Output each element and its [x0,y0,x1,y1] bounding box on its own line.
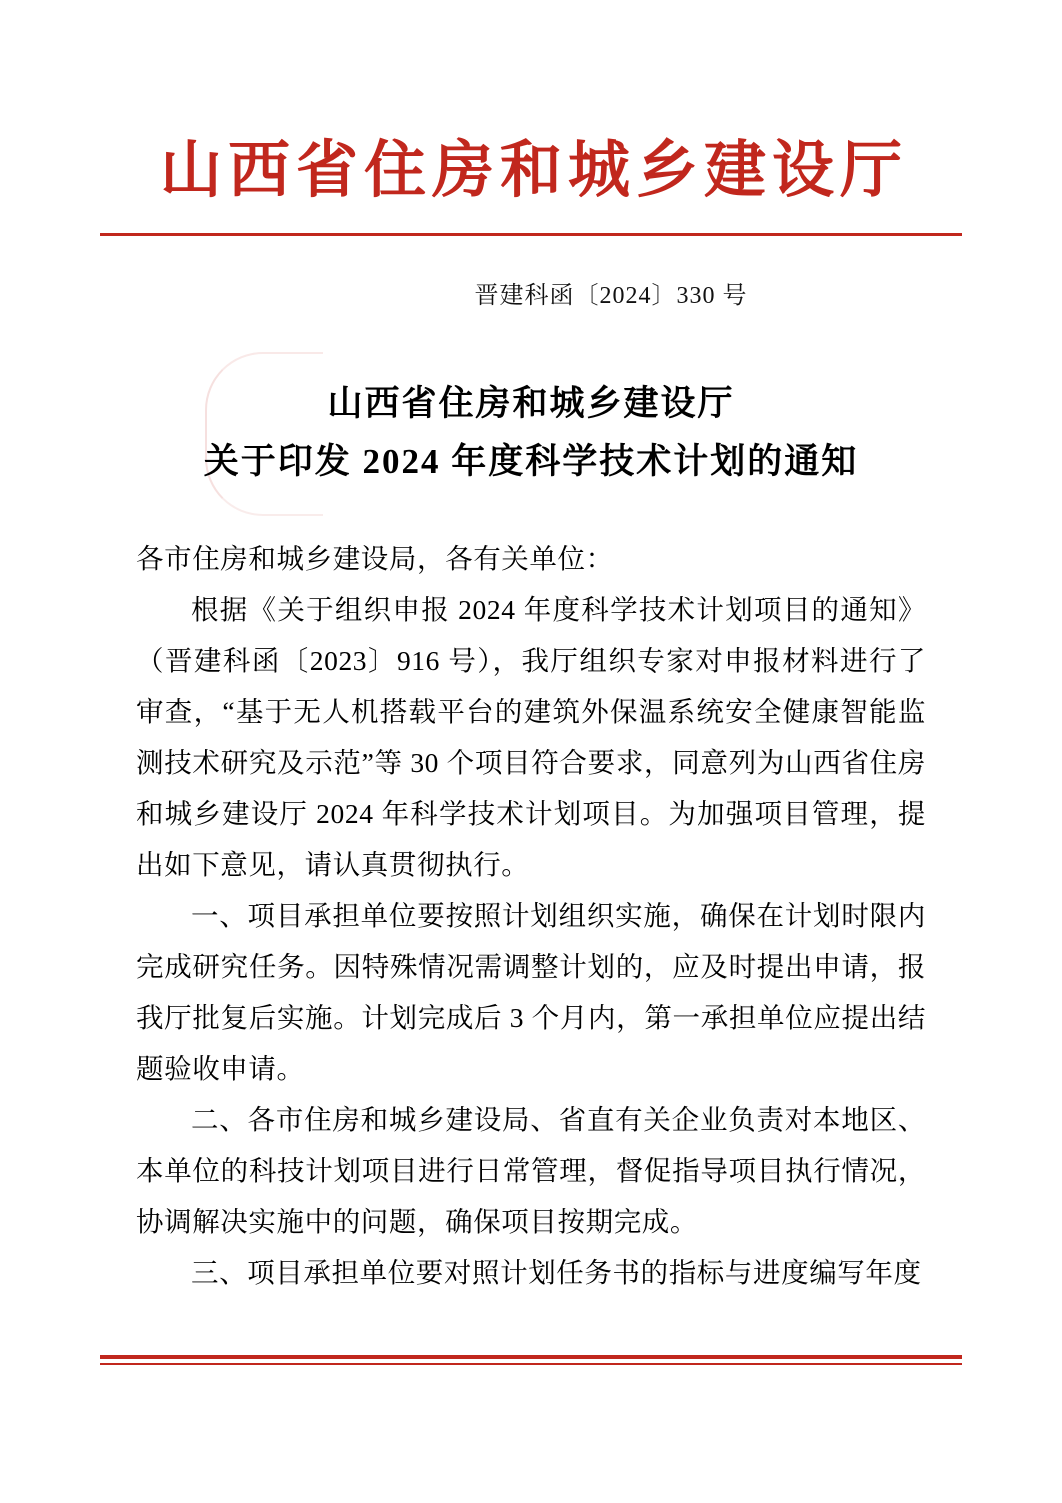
body-paragraph-4: 三、项目承担单位要对照计划任务书的指标与进度编写年度 [191,1257,922,1288]
footer-divider-rule-thin [100,1363,962,1365]
document-title-line-2: 关于印发 2024 年度科学技术计划的通知 [203,441,859,481]
document-number: 晋建科函〔2024〕330 号 [474,283,748,309]
document-body [136,533,926,1298]
body-paragraph-3: 二、各市住房和城乡建设局、省直有关企业负责对本地区、本单位的科技计划项目进行日常管理，督促指导项目执行情况，协调解决实施中的问题，确保项目按期完成。 [136,1104,926,1237]
salutation: 各市住房和城乡建设局，各有关单位： [136,543,614,574]
masthead [0,137,1062,205]
document-title-block [0,375,1062,491]
body-paragraph-2: 一、项目承担单位要按照计划组织实施，确保在计划时限内完成研究任务。因特殊情况需调整计划的，应及时提出申请，报我厅批复后实施。计划完成后 3 个月内，第一承担单位应提出结题验收申请。 [136,900,926,1084]
issuing-authority-title: 山西省住房和城乡建设厅 [159,137,908,205]
document-title-line-1: 山西省住房和城乡建设厅 [327,384,735,423]
body-paragraph-1: 根据《关于组织申报 2024 年度科学技术计划项目的通知》（晋建科函〔2023〕916 号），我厅组织专家对申报材料进行了审查，“基于无人机搭载平台的建筑外保温系统安全健康智能监测技术研究及示范”等 30 个项目符合要求，同意列为山西省住房和城乡建设厅 2024 年科学技术计划项目。为加强项目管理，提出如下意见，请认真贯彻执行。 [136,594,926,880]
masthead-divider-rule [100,233,962,236]
footer-divider-rule-thick [100,1355,962,1359]
